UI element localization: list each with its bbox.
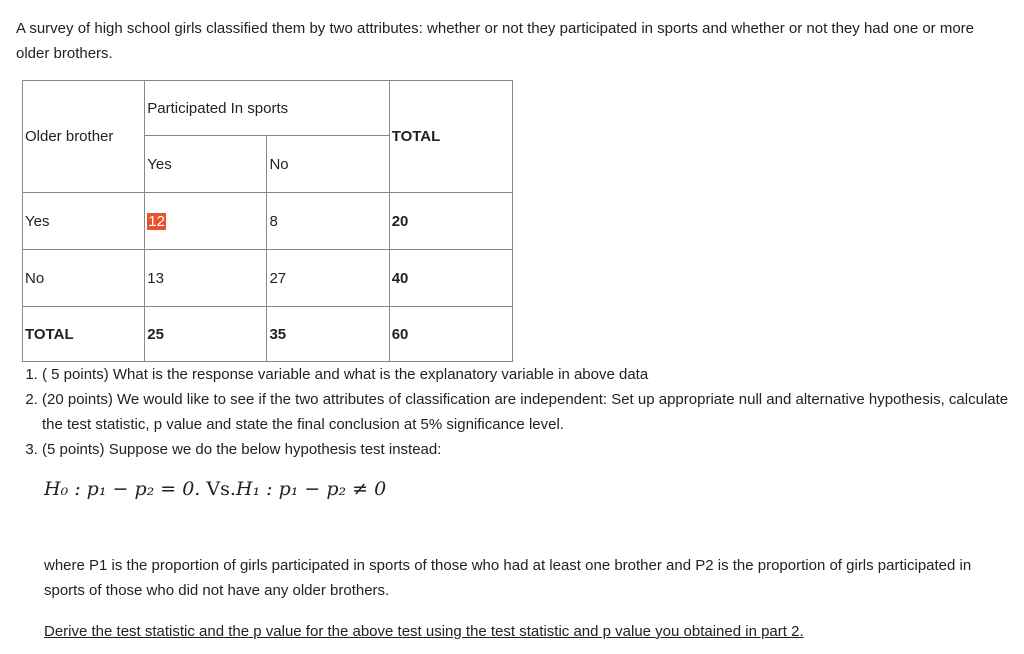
table-header-row	[23, 81, 513, 136]
cell-value: 27	[267, 250, 389, 307]
row-total: 40	[389, 250, 512, 307]
row-label: No	[23, 250, 145, 307]
hypothesis-formula	[44, 478, 386, 500]
older-brother-header: Older brother	[23, 81, 145, 193]
cell-value: 13	[145, 250, 267, 307]
col-yes-header: Yes	[145, 136, 267, 193]
derive-instruction: Derive the test statistic and the p value for the above test using the test statistic and p value you obtained in part 2.	[44, 623, 804, 640]
contingency-table	[22, 80, 513, 362]
intro-text: A survey of high school girls classified them by two attributes: whether or not they participated in sports and whether or not they had one or more older brothers.	[16, 20, 975, 62]
highlighted-cell-value: 12	[148, 212, 165, 230]
grand-total: 60	[389, 307, 512, 362]
list-item: 2. (20 points) We would like to see if the two attributes of classification are independent: Set up appropriate null and alternative hypothesis, calculate the test statistic, p value and state the final conclusion at 5% significance level.	[42, 387, 1024, 437]
participated-header: Participated In sports	[145, 81, 389, 136]
total-row-label: TOTAL	[23, 307, 145, 362]
table-row	[23, 250, 513, 307]
cell-value: 8	[267, 193, 389, 250]
null-hypothesis: H₀ : p₁ − p₂ = 0.	[44, 478, 201, 500]
row-label: Yes	[23, 193, 145, 250]
table-total-row	[23, 307, 513, 362]
versus-label: Vs.	[206, 478, 236, 500]
total-yes: 25	[145, 307, 267, 362]
explanation-text: where P1 is the proportion of girls participated in sports of those who had at least one brother and P2 is the proportion of girls participated in sports of those who did not have any older brothers.	[44, 557, 972, 599]
col-no-header: No	[267, 136, 389, 193]
list-item: 1. ( 5 points) What is the response variable and what is the explanatory variable in above data	[42, 362, 1024, 387]
question-list	[22, 362, 1024, 462]
table-row	[23, 193, 513, 250]
total-column-header: TOTAL	[389, 81, 512, 193]
alt-hypothesis: H₁ : p₁ − p₂ ≠ 0	[235, 478, 387, 500]
list-item: 3. (5 points) Suppose we do the below hypothesis test instead:	[42, 437, 1024, 462]
row-total: 20	[389, 193, 512, 250]
total-no: 35	[267, 307, 389, 362]
